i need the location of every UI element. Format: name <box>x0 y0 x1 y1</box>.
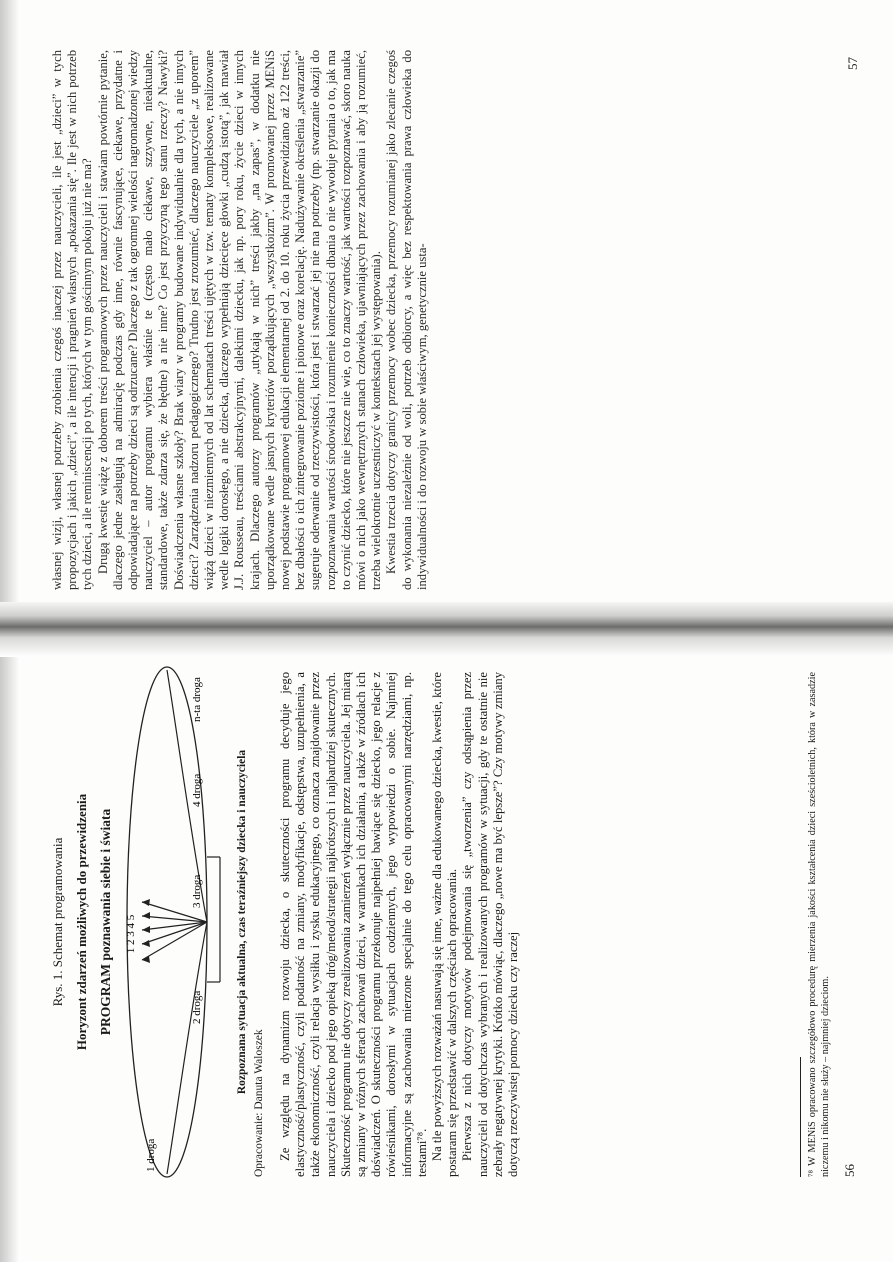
path-label-1: 1 droga <box>145 1138 157 1172</box>
programming-diagram <box>112 662 232 1192</box>
program-heading: PROGRAM poznawania siebie i świata <box>98 808 113 1036</box>
page-56 <box>0 657 893 1232</box>
page-number-left: 56 <box>842 1164 857 1177</box>
path-label-2: 2 droga <box>191 990 203 1024</box>
paragraph: Na tle powyższych rozważań nasuwają się inne, ważne dla edukowanego dziecka, kwestie, które postaram się przedstawić w dalszych częściach opracowania. <box>430 672 460 1177</box>
paragraph: Pierwsza z nich dotyczy motywów podejmowania się „tworzenia” czy odstąpienia przez nauczycieli od dotychczas wybranych i realizowanych programów w sytuacji, gdy te ostatnie nie zebrały negatywnej krytyki. Krótko mówiąc, dlaczego „nowe ma być lepsze”? Czy motywy zmiany dotyczą rzeczywistej pomocy dziecku czy raczej <box>460 672 521 1177</box>
horizon-heading: Horyzont zdarzeń możliwych do przewidzenia <box>74 793 89 1051</box>
program-ellipse <box>127 667 207 1177</box>
right-page-body <box>50 50 430 590</box>
book-gutter-shadow <box>0 602 893 657</box>
path-label-3: 3 droga <box>191 874 203 908</box>
path-label-4: 4 droga <box>191 773 203 807</box>
left-page-body <box>278 672 521 1177</box>
paragraph: Ze względu na dynamizm rozwoju dziecka, o skuteczności programu decyduje jego elastyczność/plastyczność, czyli podatność na zmiany, modyfikacje, odstępstwa, uzupełnienia, a także ekonomiczność, czyli relacja wysiłku i zysku edukacyjnego, co oznacza znajdowanie przez nauczyciela i dziecko pod jego opieką dróg/metod/strategii najkrótszych i najbardziej skutecznych. Skuteczność programu nie dotyczy zrealizowania zamierzeń wyłącznie przez nauczyciela. Jej miarą są zmiany w różnych sferach zachowań dzieci, w warunkach ich działania, a także w źródłach ich doświadczeń. O skuteczności programu przekonuje najpełniej bawiące się dziecko, jego relacje z rówieśnikami, dorosłymi w sytuacjach codziennych, jego wypowiedzi o sobie. Najmniej informacyjne są zachowania mierzone specjalnie do tego celu opracowanymi narzędziami, np. testami⁷⁸. <box>278 672 429 1177</box>
diagram-bottom-heading: Rozpoznana sytuacja aktualna, czas teraźniejszy dziecka i nauczyciela <box>236 749 248 1095</box>
diagram-author: Opracowanie: Danuta Waloszek <box>253 1029 265 1177</box>
page-57 <box>0 30 893 600</box>
paragraph: Drugą kwestię wiążę z doborem treści programowych przez nauczycieli i stawiam powtórnie pytanie, dlaczego jedne zasługują na admirację podczas gdy inne, równie fascynujące, ciekawe, przydatne i odpowiadające na potrzeby dzieci są odrzucane? Dlaczego z tak ogromnej wielości nagromadzonej wiedzy nauczyciel – autor programu wybiera właśnie te (często mało ciekawe, szzywne, nieaktualne, standardowe, także zdarza się, że błędne) a nie inne? Co jest przyczyną tego stanu rzeczy? Nawyki? Doświadczenia własne szkoły? Brak wiary w programy budowane indywidualnie dla tych, a nie innych dzieci? Zarządzenia nadzoru pedagogicznego? Trudno jest zrozumieć, dlaczego nauczyciele „z uporem” wiążą dzieci w niezmiennych od lat schematach treści ujętych w tzw. tematy kompleksowe, realizowane wedle logiki dorosłego, a nie dziecka, dlaczego wypełniają dziecięce głowki „cudzą istotą”, jak mawiał J.J. Rousseau, treściami abstrakcyjnymi, dalekimi dziecku, jak np. pory roku, życie dzieci w innych krajach. Dlaczego autorzy programów „utykają w nich” treści jakby „na zapas”, w dodatku nie uporządkowane wedle jasnych kryteriów porządkujących „wszystkoizm”. W promowanej przez MENiS nowej podstawie programowej edukacji elementarnej od 2. do 10. roku życia przewidziano aż 122 treści, bez dbałości o ich zintegrowanie poziome i pionowe oraz korelację. Nadużywanie określenia „stwarzanie” sugeruje oderwanie od rzeczywistości, która jest i stwarzać jej nie ma potrzeby (np. stwarzanie okazji do rozpoznawania wartości środowiska i rozumienie konieczności dbania o nie wywołuje pytania o to, jak ma to czynić dziecko, które nie jeszcze nie wie, co to znaczy wartość, jak wartości rozpoznawać, skoro nauka mówi o nich jako wewnętrznych stanach człowieka, ujawniających przez zachowania i aby ją rozumieć, trzeba wielokrotnie uczestniczyć w kontekstach jej występowania). <box>95 50 384 590</box>
figure-caption: Rys. 1. Schemat programowania <box>50 837 65 1007</box>
paragraph: własnej wizji, własnej potrzeby zrobienia czegoś inaczej przez nauczycieli, ile jest „dzieci” w tych propozycjach i jakich „dzieci”, a ile intencji i pragnień własnych „pokazania się”. Ile jest w nich potrzeb tych dzieci, a ile reminiscencji po tych, których w tym gościnnym pokoju już nie ma? <box>50 50 95 590</box>
paragraph: Kwestia trzecia dotyczy granicy przemocy wobec dziecka, przemocy rozumianej jako zlecanie czegoś do wykonania niezależnie od woli, potrzeb odbiorcy, a więc bez respektowania prawa człowieka do indywidualności i do rozwoju w sobie właściwym, genetycznie usta- <box>384 50 429 590</box>
footnote-rule <box>800 1057 801 1177</box>
page-number-right: 57 <box>845 57 860 70</box>
number-labels: 1 2 3 4 5 <box>125 914 137 954</box>
footnote: ⁷⁸ W MENiS opracowano szczegółowo procedurę mierzenia jakości kształcenia dzieci sześcioletnich, która w zasadzie niczemu i nikomu nie służy – najmniej dzieciom. <box>807 672 831 1177</box>
path-label-n: n-ta droga <box>191 677 203 722</box>
path-arrows <box>142 670 220 1174</box>
